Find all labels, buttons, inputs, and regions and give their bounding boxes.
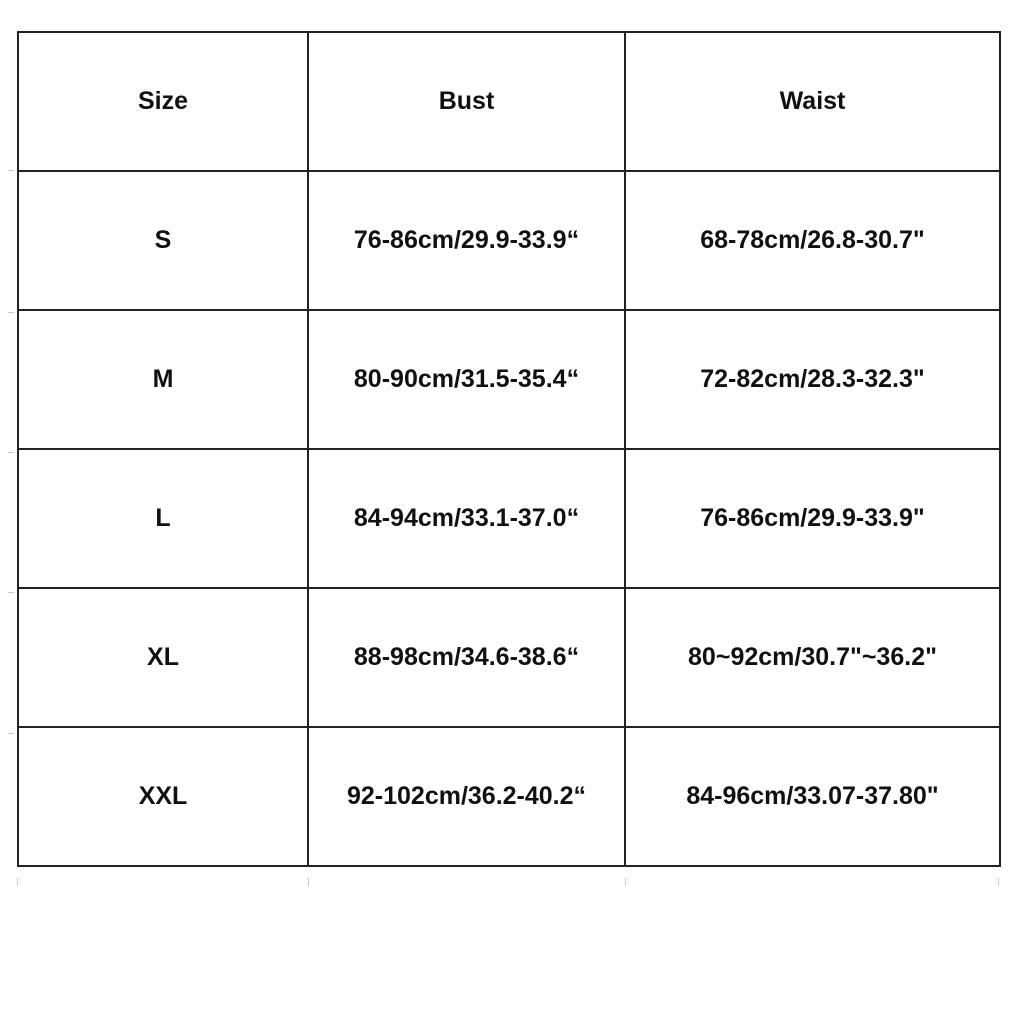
size-cell: XXL: [18, 727, 308, 866]
grid-tick: [8, 733, 14, 734]
table-row: [18, 727, 1000, 866]
table-row: [18, 449, 1000, 588]
waist-cell: 72-82cm/28.3-32.3": [625, 310, 1000, 449]
waist-cell: 68-78cm/26.8-30.7": [625, 171, 1000, 310]
table-row: [18, 588, 1000, 727]
waist-cell: 76-86cm/29.9-33.9": [625, 449, 1000, 588]
bust-cell: 92-102cm/36.2-40.2“: [308, 727, 625, 866]
bust-cell: 80-90cm/31.5-35.4“: [308, 310, 625, 449]
size-cell: XL: [18, 588, 308, 727]
bust-cell: 84-94cm/33.1-37.0“: [308, 449, 625, 588]
grid-tick: [998, 878, 999, 886]
size-cell: M: [18, 310, 308, 449]
grid-tick: [17, 878, 18, 886]
grid-tick: [8, 452, 14, 453]
header-size: Size: [18, 32, 308, 171]
waist-cell: 84-96cm/33.07-37.80": [625, 727, 1000, 866]
header-row: [18, 32, 1000, 171]
table-row: [18, 310, 1000, 449]
grid-tick: [8, 312, 14, 313]
grid-tick: [8, 170, 14, 171]
grid-tick: [8, 592, 14, 593]
grid-tick: [625, 878, 626, 886]
waist-cell: 80~92cm/30.7"~36.2": [625, 588, 1000, 727]
table-row: [18, 171, 1000, 310]
header-bust: Bust: [308, 32, 625, 171]
size-chart-table: [17, 31, 1001, 867]
bust-cell: 88-98cm/34.6-38.6“: [308, 588, 625, 727]
grid-tick: [308, 878, 309, 886]
size-cell: S: [18, 171, 308, 310]
header-waist: Waist: [625, 32, 1000, 171]
size-cell: L: [18, 449, 308, 588]
bust-cell: 76-86cm/29.9-33.9“: [308, 171, 625, 310]
